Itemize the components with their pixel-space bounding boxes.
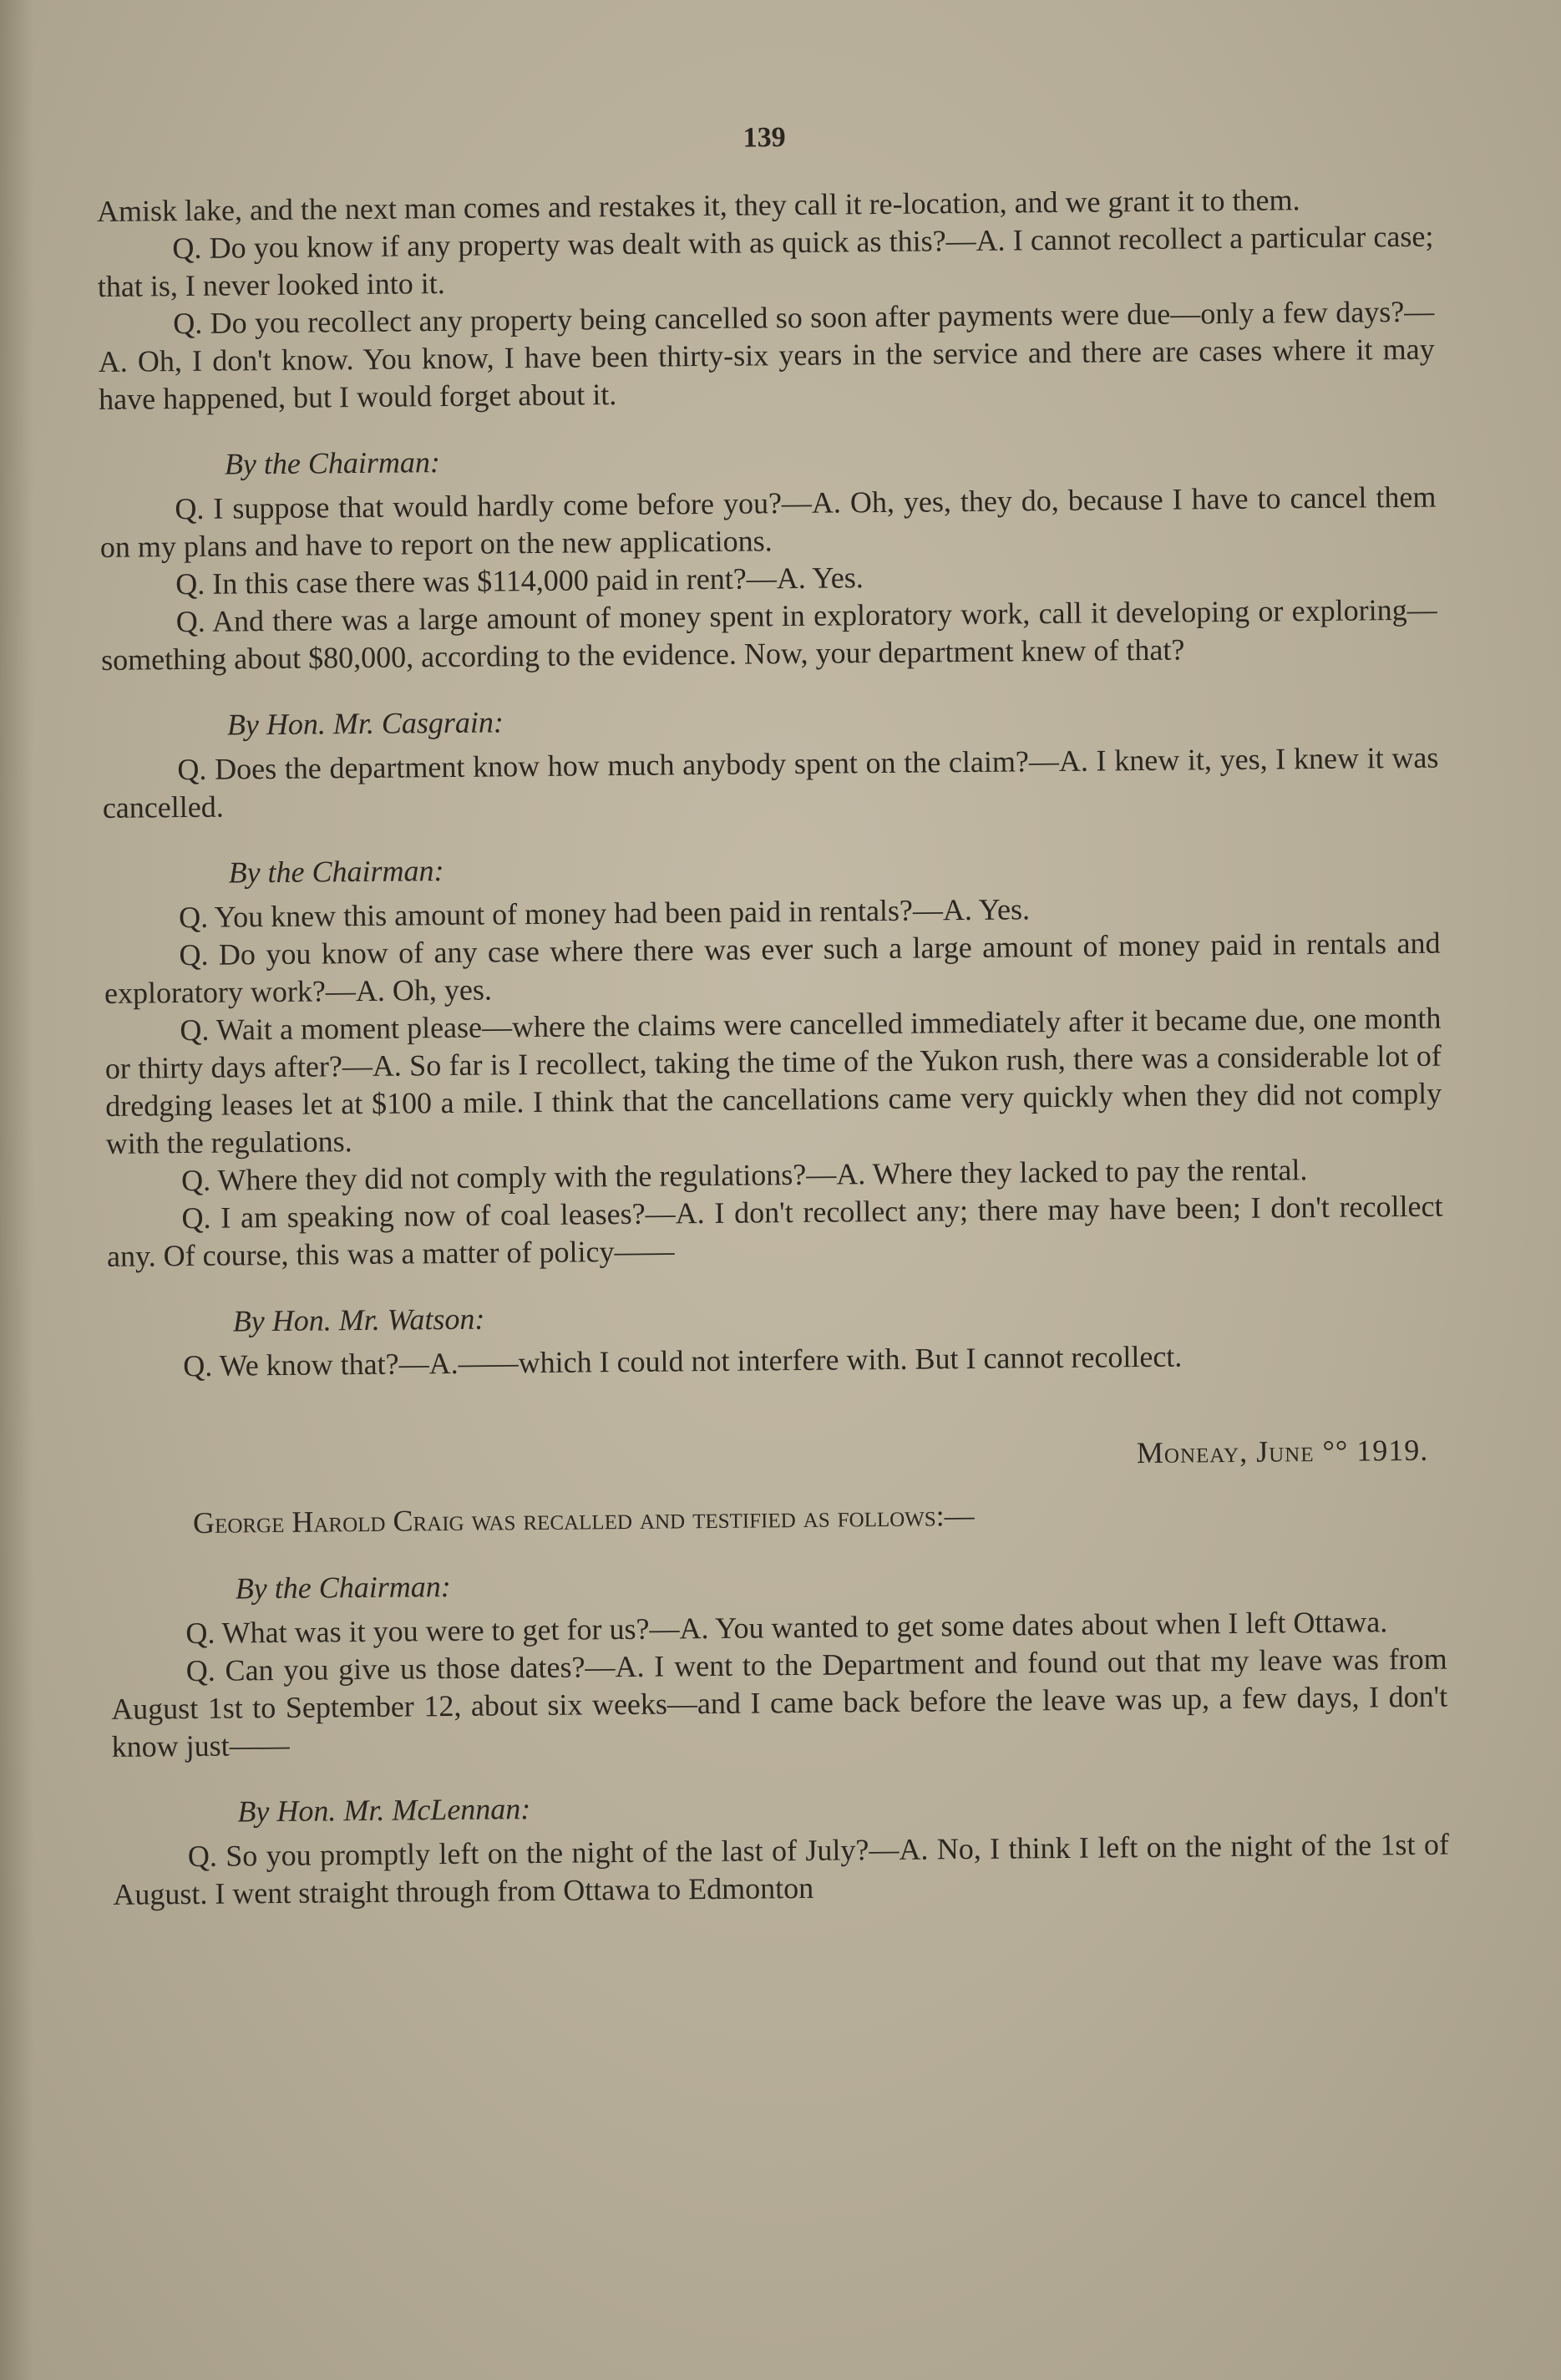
qa-paragraph: Q. Where they did not comply with the regulations?—A. Where they lacked to pay the rental. bbox=[180, 1153, 1308, 1198]
qa-paragraph: Q. What was it you were to get for us?—A. You wanted to get some dates about when I left Ottawa. bbox=[185, 1605, 1388, 1651]
qa-paragraph: Q. I suppose that would hardly come before you?—A. Oh, yes, they do, because I have to cancel them on my plans and have to report on the new applications. bbox=[99, 480, 1437, 564]
speaker-heading: By Hon. Mr. Casgrain: bbox=[226, 705, 504, 742]
speaker-heading: By Hon. Mr. McLennan: bbox=[237, 1792, 531, 1829]
qa-paragraph: Q. Does the department know how much anybody spent on the claim?—A. I knew it, yes, I knew it was cancelled. bbox=[102, 740, 1439, 825]
page-number: 139 bbox=[742, 122, 786, 154]
page-edge-shadow bbox=[0, 0, 33, 2380]
qa-paragraph: Q. You knew this amount of money had been paid in rentals?—A. Yes. bbox=[178, 892, 1031, 935]
qa-paragraph: Q. Do you know if any property was dealt with as quick as this?—A. I cannot recollect a particular case; that is, I never looked into it. bbox=[97, 219, 1434, 303]
speaker-heading: By the Chairman: bbox=[228, 854, 444, 890]
session-date: Moneay, June °° 1919. bbox=[1136, 1433, 1429, 1470]
qa-paragraph: Q. I am speaking now of coal leases?—A. I don't recollect any; there may have been; I don't recollect any. Of course, this was a matter of policy—— bbox=[106, 1189, 1443, 1273]
qa-paragraph: Q. Do you recollect any property being cancelled so soon after payments were due—only a few days?—A. Oh, I don't know. You know, I have been thirty-six years in the service and there are cases where it may have happened, but I would forget about it. bbox=[98, 294, 1435, 416]
qa-paragraph: Q. Do you know of any case where there was ever such a large amount of money paid in rentals and exploratory work?—A. Oh, yes. bbox=[104, 926, 1441, 1010]
qa-paragraph: Q. So you promptly left on the night of the last of July?—A. No, I think I left on the night of the 1st of August. I went straight through from Ottawa to Edmonton bbox=[113, 1827, 1450, 1911]
speaker-heading: By Hon. Mr. Watson: bbox=[232, 1302, 485, 1338]
qa-paragraph: Q. Wait a moment please—where the claims were cancelled immediately after it became due, one month or thirty days after?—A. So far is I recollect, taking the time of the Yukon rush, there was a considerable lot of dredging leases let at $100 a mile. I think that the cancellations came very quickly when they did not comply with the regulations. bbox=[104, 1001, 1442, 1160]
witness-intro-text: George Harold Craig was recalled and testified as follows:— bbox=[192, 1498, 975, 1540]
qa-paragraph: Q. Can you give us those dates?—A. I went to the Department and found out that my leave was from August 1st to September 12, about six weeks—and I came back before the leave was up, a few days, I don't know just—— bbox=[111, 1642, 1448, 1763]
page-text bbox=[96, 113, 1449, 1914]
speaker-heading: By the Chairman: bbox=[235, 1570, 451, 1606]
qa-paragraph: Q. In this case there was $114,000 paid in rent?—A. Yes. bbox=[175, 561, 864, 601]
qa-paragraph: Q. And there was a large amount of money spent in exploratory work, call it developing or exploring—something about $80,000, according to the evidence. Now, your department knew of that? bbox=[100, 592, 1437, 677]
witness-intro bbox=[193, 1493, 1446, 1542]
opening-paragraph: Amisk lake, and the next man comes and restakes it, they call it re-location, and we grant it to them. bbox=[96, 183, 1300, 228]
qa-paragraph: Q. We know that?—A.——which I could not interfere with. But I cannot recollect. bbox=[183, 1339, 1183, 1383]
speaker-heading: By the Chairman: bbox=[224, 445, 441, 481]
